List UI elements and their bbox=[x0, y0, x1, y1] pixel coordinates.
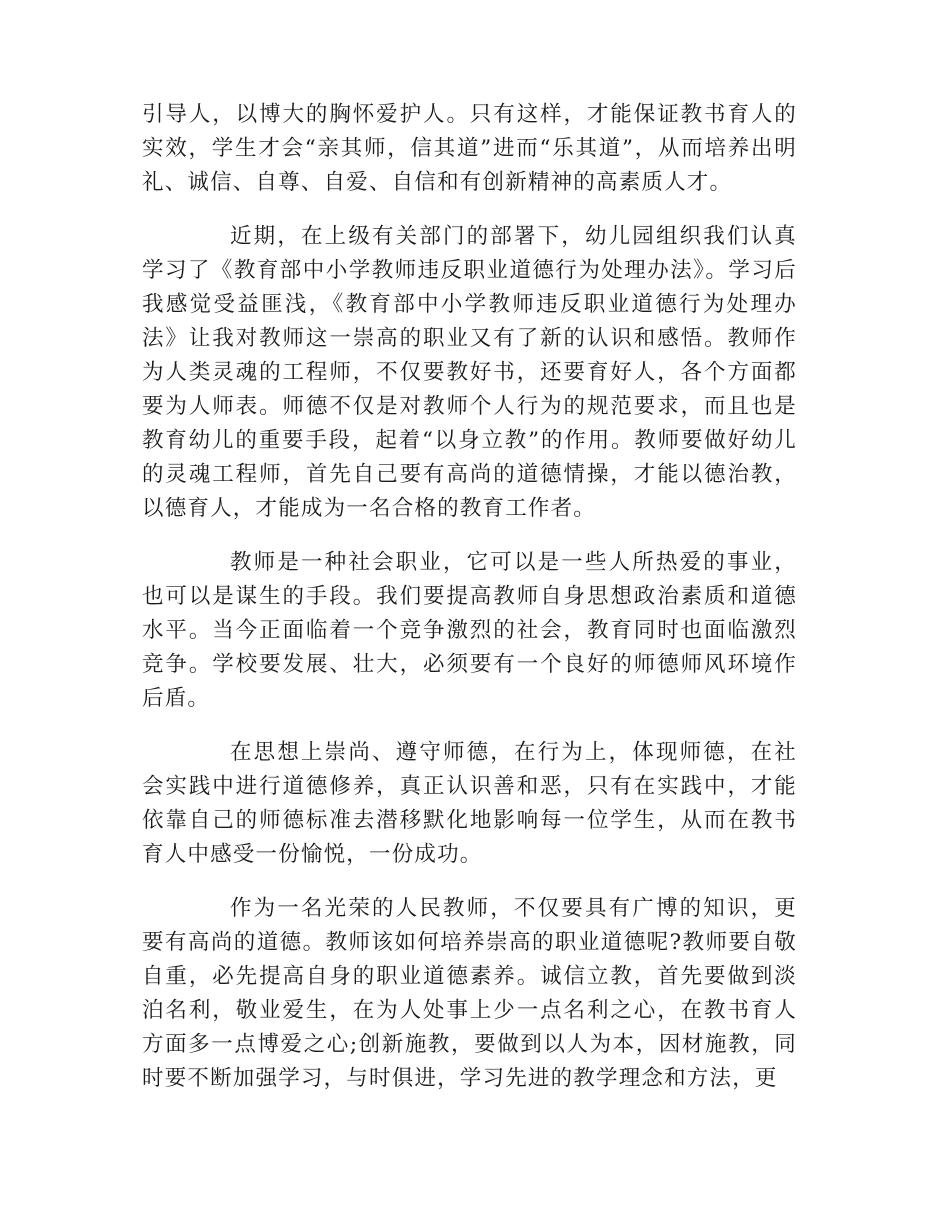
paragraph-1: 引导人，以博大的胸怀爱护人。只有这样，才能保证教书育人的实效，学生才会“亲其师，信其道”进而“乐其道”，从而培养出明礼、诚信、自尊、自爱、自信和有创新精神的高素质人才。 bbox=[142, 102, 797, 195]
paragraph-3: 教师是一种社会职业，它可以是一些人所热爱的事业，也可以是谋生的手段。我们要提高教师自身思想政治素质和道德水平。当今正面临着一个竞争激烈的社会，教育同时也面临激烈竞争。学校要发展、壮大，必须要有一个良好的师德师风环境作后盾。 bbox=[142, 550, 797, 711]
document-page bbox=[142, 98, 797, 1116]
paragraph-5: 作为一名光荣的人民教师，不仅要具有广博的知识，更要有高尚的道德。教师该如何培养崇高的职业道德呢?教师要自敬自重，必先提高自身的职业道德素养。诚信立教，首先要做到淡泊名利，敬业爱生，在为人处事上少一点名利之心，在教书育人方面多一点博爱之心;创新施教，要做到以人为本，因材施教，同时要不断加强学习，与时俱进，学习先进的教学理念和方法，更 bbox=[142, 896, 797, 1091]
paragraph-4: 在思想上崇尚、遵守师德，在行为上，体现师德，在社会实践中进行道德修养，真正认识善和恶，只有在实践中，才能依靠自己的师德标准去潜移默化地影响每一位学生，从而在教书育人中感受一份愉悦，一份成功。 bbox=[142, 740, 797, 867]
paragraph-2: 近期，在上级有关部门的部署下，幼儿园组织我们认真学习了《教育部中小学教师违反职业道德行为处理办法》。学习后我感觉受益匪浅，《教育部中小学教师违反职业道德行为处理办法》让我对教师这一崇高的职业又有了新的认识和感悟。教师作为人类灵魂的工程师，不仅要教好书，还要育好人，各个方面都要为人师表。师德不仅是对教师个人行为的规范要求，而且也是教育幼儿的重要手段，起着“以身立教”的作用。教师要做好幼儿的灵魂工程师，首先自己要有高尚的道德情操，才能以德治教，以德育人，才能成为一名合格的教育工作者。 bbox=[142, 224, 797, 521]
